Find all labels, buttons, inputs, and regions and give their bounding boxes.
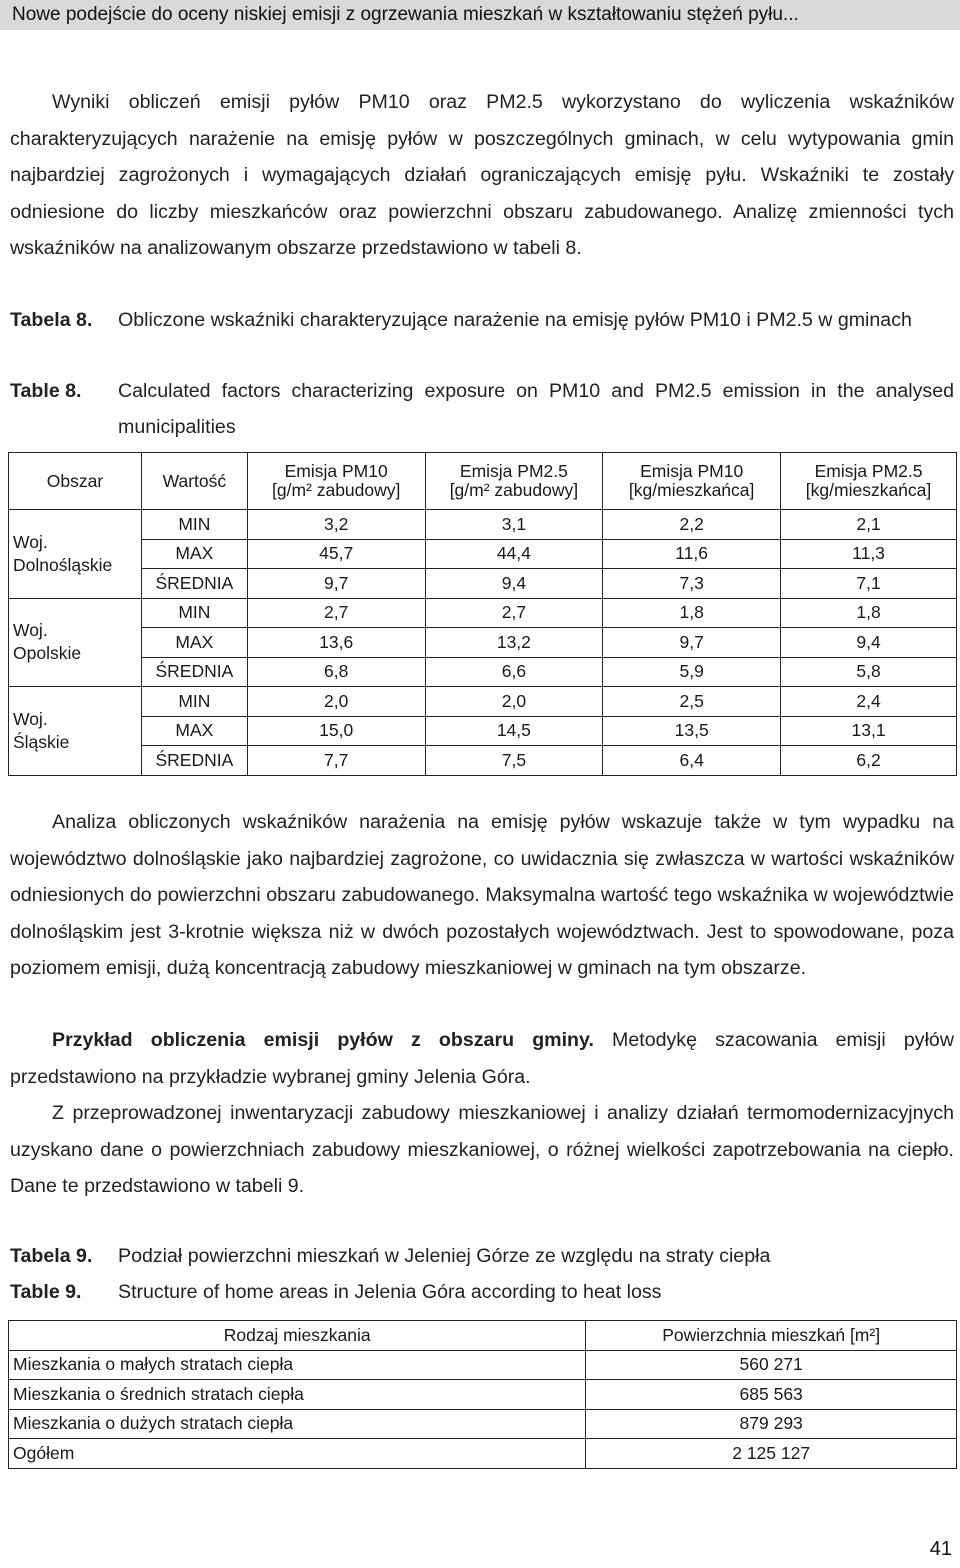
table-row bbox=[9, 539, 957, 569]
table-cell: 45,7 bbox=[247, 539, 425, 569]
table-cell: 2,0 bbox=[247, 687, 425, 717]
table8-label-en: Table 8. bbox=[10, 380, 82, 402]
table8-label-pl: Tabela 8. bbox=[10, 309, 93, 331]
table9-title-pl: Podział powierzchni mieszkań w Jeleniej Górze ze względu na straty ciepła bbox=[118, 1245, 771, 1267]
dwelling-area: 685 563 bbox=[586, 1380, 957, 1410]
header-dwelling-type: Rodzaj mieszkania bbox=[9, 1321, 586, 1351]
table9-header-row bbox=[9, 1321, 957, 1351]
table-row bbox=[9, 746, 957, 776]
table-cell: 1,8 bbox=[603, 598, 781, 628]
table-cell: 1,8 bbox=[781, 598, 957, 628]
table8 bbox=[8, 452, 957, 776]
table-cell: 13,5 bbox=[603, 716, 781, 746]
paragraph-emission-results: Wyniki obliczeń emisji pyłów PM10 oraz PM2.5 wykorzystano do wyliczenia wskaźników charakteryzujących narażenie na emisję pyłów w poszczególnych gminach, w celu wytypowania gmin najbardziej zagrożonych i wymagających działań ograniczających emisję pyłu. Wskaźniki te zostały odniesione do liczby mieszkańców oraz powierzchni obszaru zabudowanego. Analizę zmienności tych wskaźników na analizowanym obszarze przedstawiono w tabeli 8. bbox=[10, 91, 954, 260]
table-row bbox=[9, 687, 957, 717]
table-cell: 7,5 bbox=[425, 746, 603, 776]
table-cell: 15,0 bbox=[247, 716, 425, 746]
table9-body bbox=[9, 1350, 957, 1468]
table-row bbox=[9, 716, 957, 746]
table-row bbox=[9, 1439, 957, 1469]
table-row bbox=[9, 598, 957, 628]
table9 bbox=[8, 1320, 957, 1469]
page-number: 41 bbox=[929, 1538, 952, 1560]
region-name-line1: Woj. bbox=[13, 708, 48, 729]
table-cell: 9,4 bbox=[425, 569, 603, 599]
table8-body bbox=[9, 510, 957, 776]
table-row bbox=[9, 628, 957, 658]
region-name-line1: Woj. bbox=[13, 531, 48, 552]
dwelling-area: 560 271 bbox=[586, 1350, 957, 1380]
table9-label-en: Table 9. bbox=[10, 1281, 82, 1303]
dwelling-type: Mieszkania o dużych stratach ciepła bbox=[9, 1409, 586, 1439]
table8-title-en: Calculated factors characterizing exposure on PM10 and PM2.5 emission in the analysed municipalities bbox=[118, 380, 954, 438]
running-header-title: Nowe podejście do oceny niskiej emisji z ogrzewania mieszkań w kształtowaniu stężeń pyłu... bbox=[12, 4, 799, 25]
table-cell: 11,6 bbox=[603, 539, 781, 569]
table-cell: 11,3 bbox=[781, 539, 957, 569]
table9-title-en: Structure of home areas in Jelenia Góra according to heat loss bbox=[118, 1281, 662, 1303]
stat-label: MIN bbox=[141, 598, 247, 628]
stat-label: MIN bbox=[141, 510, 247, 540]
example-text: Metodykę szacowania emisji pyłów przedstawiono na przykładzie wybranej gminy Jelenia Góra. bbox=[10, 1029, 954, 1088]
table-cell: 7,3 bbox=[603, 569, 781, 599]
table-row bbox=[9, 510, 957, 540]
table-cell: 7,7 bbox=[247, 746, 425, 776]
dwelling-type: Mieszkania o średnich stratach ciepła bbox=[9, 1380, 586, 1410]
stat-label: MAX bbox=[141, 716, 247, 746]
paragraph-example bbox=[10, 1022, 954, 1095]
stat-label: ŚREDNIA bbox=[141, 569, 247, 599]
header-value: Wartość bbox=[141, 453, 247, 510]
stat-label: MIN bbox=[141, 687, 247, 717]
table-row bbox=[9, 1380, 957, 1410]
region-name bbox=[9, 510, 142, 599]
header-dwelling-area: Powierzchnia mieszkań [m²] bbox=[586, 1321, 957, 1351]
table-cell: 6,4 bbox=[603, 746, 781, 776]
paragraph-inventory: Z przeprowadzonej inwentaryzacji zabudowy mieszkaniowej i analizy działań termomodernizacyjnych uzyskano dane o powierzchniach zabudowy mieszkaniowej, o różnej wielkości zapotrzebowania na ciepło. Dane te przedstawiono w tabeli 9. bbox=[10, 1102, 954, 1198]
table-cell: 9,4 bbox=[781, 628, 957, 658]
stat-label: ŚREDNIA bbox=[141, 746, 247, 776]
table-row bbox=[9, 1350, 957, 1380]
header-pm25-capita: Emisja PM2.5 [kg/mieszkańca] bbox=[781, 453, 957, 510]
table-cell: 5,9 bbox=[603, 657, 781, 687]
table-cell: 2,0 bbox=[425, 687, 603, 717]
stat-label: MAX bbox=[141, 628, 247, 658]
table-cell: 3,2 bbox=[247, 510, 425, 540]
paragraph-analysis: Analiza obliczonych wskaźników narażenia na emisję pyłów wskazuje także w tym wypadku na województwo dolnośląskie jako najbardziej zagrożone, co uwidacznia się zwłaszcza w wartości wskaźników odniesionych do powierzchni obszaru zabudowanego. Maksymalna wartość tego wskaźnika w województwie dolnośląskim jest 3-krotnie większa niż w dwóch pozostałych województwach. Jest to spowodowane, poza poziomem emisji, dużą koncentracją zabudowy mieszkaniowej w gminach na tym obszarze. bbox=[10, 811, 954, 980]
table9-label-pl: Tabela 9. bbox=[10, 1245, 93, 1267]
table-cell: 2,7 bbox=[247, 598, 425, 628]
table-cell: 2,2 bbox=[603, 510, 781, 540]
table-cell: 14,5 bbox=[425, 716, 603, 746]
table8-title-pl: Obliczone wskaźniki charakteryzujące narażenie na emisję pyłów PM10 i PM2.5 w gminach bbox=[118, 309, 912, 331]
table-cell: 6,8 bbox=[247, 657, 425, 687]
table-cell: 3,1 bbox=[425, 510, 603, 540]
dwelling-type: Mieszkania o małych stratach ciepła bbox=[9, 1350, 586, 1380]
table-cell: 9,7 bbox=[603, 628, 781, 658]
table8-header-row bbox=[9, 453, 957, 510]
region-name bbox=[9, 687, 142, 776]
table-row bbox=[9, 569, 957, 599]
table-cell: 2,1 bbox=[781, 510, 957, 540]
header-pm25-area: Emisja PM2.5 [g/m² zabudowy] bbox=[425, 453, 603, 510]
table-cell: 6,6 bbox=[425, 657, 603, 687]
table-cell: 2,5 bbox=[603, 687, 781, 717]
table-cell: 6,2 bbox=[781, 746, 957, 776]
table-cell: 13,1 bbox=[781, 716, 957, 746]
stat-label: MAX bbox=[141, 539, 247, 569]
table-cell: 9,7 bbox=[247, 569, 425, 599]
table-cell: 2,7 bbox=[425, 598, 603, 628]
table-cell: 44,4 bbox=[425, 539, 603, 569]
table-cell: 2,4 bbox=[781, 687, 957, 717]
region-name-line2: Dolnośląskie bbox=[13, 554, 113, 575]
table-cell: 13,2 bbox=[425, 628, 603, 658]
table-cell: 13,6 bbox=[247, 628, 425, 658]
stat-label: ŚREDNIA bbox=[141, 657, 247, 687]
running-header bbox=[0, 0, 960, 30]
dwelling-area: 2 125 127 bbox=[586, 1439, 957, 1469]
table-cell: 5,8 bbox=[781, 657, 957, 687]
header-pm10-area: Emisja PM10 [g/m² zabudowy] bbox=[247, 453, 425, 510]
example-heading: Przykład obliczenia emisji pyłów z obszaru gminy. bbox=[52, 1029, 594, 1051]
table-row bbox=[9, 1409, 957, 1439]
dwelling-area: 879 293 bbox=[586, 1409, 957, 1439]
header-area: Obszar bbox=[9, 453, 142, 510]
region-name-line2: Opolskie bbox=[13, 643, 82, 664]
region-name-line2: Śląskie bbox=[13, 731, 70, 752]
region-name-line1: Woj. bbox=[13, 620, 48, 641]
table-row bbox=[9, 657, 957, 687]
dwelling-type: Ogółem bbox=[9, 1439, 586, 1469]
region-name bbox=[9, 598, 142, 687]
header-pm10-capita: Emisja PM10 [kg/mieszkańca] bbox=[603, 453, 781, 510]
table-cell: 7,1 bbox=[781, 569, 957, 599]
